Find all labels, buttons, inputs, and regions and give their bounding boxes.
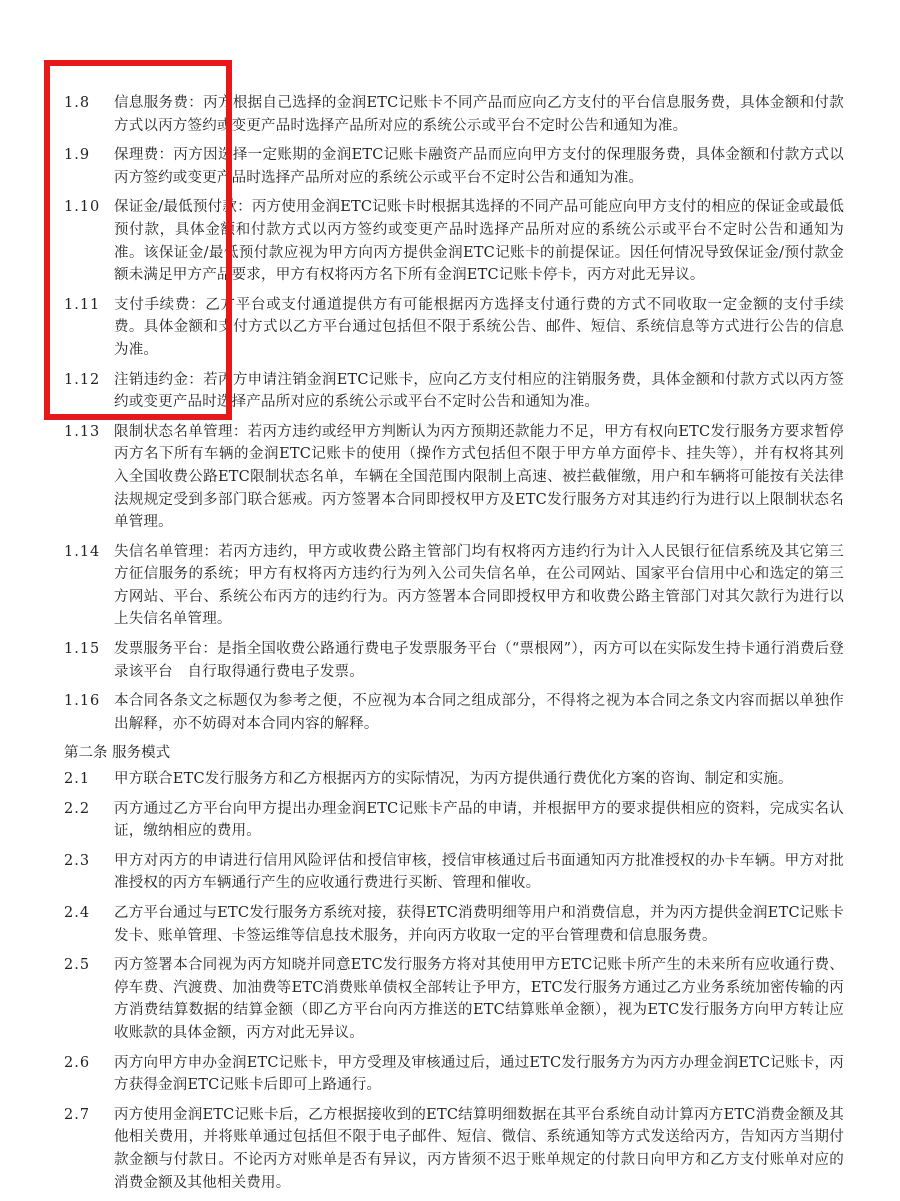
clause-number: 1.9: [64, 147, 91, 164]
clause-text: 支付手续费：乙方平台或支付通道提供方有可能根据丙方选择支付通行费的方式不同收取一定金额的支付手续费。具体金额和支付方式以乙方平台通过包括但不限于系统公告、邮件、短信、系统信息等方式进行公告的信息为准。: [114, 296, 844, 358]
clause-item: [64, 294, 844, 362]
clause-item: [64, 798, 844, 843]
clause-item: [64, 850, 844, 895]
document-body: [64, 92, 844, 1201]
clause-text: 本合同各条文之标题仅为参考之便，不应视为本合同之组成部分，不得将之视为本合同之条文内容而据以单独作出解释，亦不妨碍对本合同内容的解释。: [114, 693, 844, 732]
clause-number: 2.2: [64, 800, 91, 817]
clause-item: [64, 369, 844, 414]
clause-number: 1.15: [64, 641, 101, 658]
clause-number: 2.5: [64, 957, 91, 974]
clause-number: 1.12: [64, 371, 101, 388]
clause-text: 甲方联合ETC发行服务方和乙方根据丙方的实际情况，为丙方提供通行费优化方案的咨询、制定和实施。: [114, 771, 793, 788]
clause-text: 失信名单管理：若丙方违约，甲方或收费公路主管部门均有权将丙方违约行为计入人民银行征信系统及其它第三方征信服务的系统；甲方有权将丙方违约行为列入公司失信名单，在公司网站、国家平台信用中心和选定的第三方网站、平台、系统公布丙方的违约行为。丙方签署本合同即授权甲方和收费公路主管部门对其欠款行为进行以上失信名单管理。: [114, 543, 844, 628]
clause-number: 2.7: [64, 1106, 91, 1123]
clause-item: [64, 768, 844, 791]
clause-number: 2.3: [64, 852, 91, 869]
clause-text: 乙方平台通过与ETC发行服务方系统对接，获得ETC消费明细等用户和消费信息，并为丙方提供金润ETC记账卡发卡、账单管理、卡签运维等信息技术服务，并向丙方收取一定的平台管理费和信息服务费。: [114, 905, 844, 944]
article-2-heading: 第二条 服务模式: [64, 745, 171, 762]
clause-list-part1: [64, 92, 844, 735]
clause-item: [64, 541, 844, 631]
clause-item: [64, 196, 844, 286]
clause-item: [64, 690, 844, 735]
clause-item: [64, 92, 844, 137]
clause-text: 发票服务平台：是指全国收费公路通行费电子发票服务平台（“票根网”），丙方可以在实际发生持卡通行消费后登录该平台 自行取得通行费电子发票。: [114, 641, 844, 680]
clause-list-part2: [64, 768, 844, 1194]
clause-item: [64, 1052, 844, 1097]
clause-text: 丙方向甲方申办金润ETC记账卡，甲方受理及审核通过后，通过ETC发行服务方为丙方办理金润ETC记账卡，丙方获得金润ETC记账卡后即可上路通行。: [114, 1054, 844, 1094]
clause-item: [64, 144, 844, 189]
clause-item: [64, 638, 844, 683]
clause-text: 丙方通过乙方平台向甲方提出办理金润ETC记账卡产品的申请，并根据甲方的要求提供相应的资料，完成实名认证，缴纳相应的费用。: [114, 800, 844, 840]
clause-text: 保证金/最低预付款：丙方使用金润ETC记账卡时根据其选择的不同产品可能应向甲方支付的相应的保证金或最低预付款，具体金额和付款方式以丙方签约或变更产品时选择产品所对应的系统公示或平台不定时公告和通知为准。该保证金/最低预付款应视为甲方向丙方提供金润ETC记账卡的前提保证。因任何情况导致保证金/预付款金额未满足甲方产品要求，甲方有权将丙方名下所有金润ETC记账卡停卡，丙方对此无异议。: [114, 199, 844, 284]
clause-item: [64, 421, 844, 534]
clause-text: 丙方使用金润ETC记账卡后，乙方根据接收到的ETC结算明细数据在其平台系统自动计算丙方ETC消费金额及其他相关费用，并将账单通过包括但不限于电子邮件、短信、微信、系统通知等方式发送给丙方，告知丙方当期付款金额与付款日。不论丙方对账单是否有异议，丙方皆须不迟于账单规定的付款日向甲方和乙方支付账单对应的消费金额及其他相关费用。: [114, 1106, 844, 1191]
clause-number: 1.11: [64, 296, 101, 313]
clause-item: [64, 954, 844, 1044]
clause-number: 1.8: [64, 95, 91, 111]
clause-text: 注销违约金：若丙方申请注销金润ETC记账卡，应向乙方支付相应的注销服务费，具体金额和付款方式以丙方签约或变更产品时选择产品所对应的系统公示或平台不定时公告和通知为准。: [114, 371, 844, 411]
clause-number: 2.6: [64, 1054, 91, 1071]
clause-number: 1.10: [64, 199, 101, 216]
clause-text: 甲方对丙方的申请进行信用风险评估和授信审核，授信审核通过后书面通知丙方批准授权的办卡车辆。甲方对批准授权的丙方车辆通行产生的应收通行费进行买断、管理和催收。: [114, 852, 844, 892]
clause-number: 2.4: [64, 905, 91, 921]
clause-text: 限制状态名单管理：若丙方违约或经甲方判断认为丙方预期还款能力不足，甲方有权向ETC发行服务方要求暂停丙方名下所有车辆的金润ETC记账卡的使用（操作方式包括但不限于甲方单方面停卡、挂失等），并有权将其列入全国收费公路ETC限制状态名单，车辆在全国范围内限制上高速、被拦截催缴，用户和车辆将可能按有关法律法规规定受到多部门联合惩戒。丙方签署本合同即授权甲方及ETC发行服务方对其违约行为进行以上限制状态名单管理。: [114, 423, 844, 531]
clause-number: 2.1: [64, 771, 91, 788]
clause-text: 信息服务费：丙方根据自己选择的金润ETC记账卡不同产品而应向乙方支付的平台信息服务费，具体金额和付款方式以丙方签约或变更产品时选择产品所对应的系统公示或平台不定时公告和通知为准。: [114, 95, 844, 134]
clause-item: [64, 902, 844, 947]
clause-text: 保理费：丙方因选择一定账期的金润ETC记账卡融资产品而应向甲方支付的保理服务费，具体金额和付款方式以丙方签约或变更产品时选择产品所对应的系统公示或平台不定时公告和通知为准。: [114, 147, 844, 186]
clause-number: 1.14: [64, 543, 101, 560]
clause-number: 1.16: [64, 693, 101, 710]
clause-text: 丙方签署本合同视为丙方知晓并同意ETC发行服务方将对其使用甲方ETC记账卡所产生的未来所有应收通行费、停车费、汽渡费、加油费等ETC消费账单债权全部转让予甲方，ETC发行服务方通过乙方业务系统加密传输的丙方消费结算数据的结算金额（即乙方平台向丙方推送的ETC结算账单金额），视为ETC发行服务方向甲方转让应收账款的具体金额，丙方对此无异议。: [114, 957, 844, 1041]
clause-number: 1.13: [64, 423, 101, 440]
clause-item: [64, 1104, 844, 1194]
